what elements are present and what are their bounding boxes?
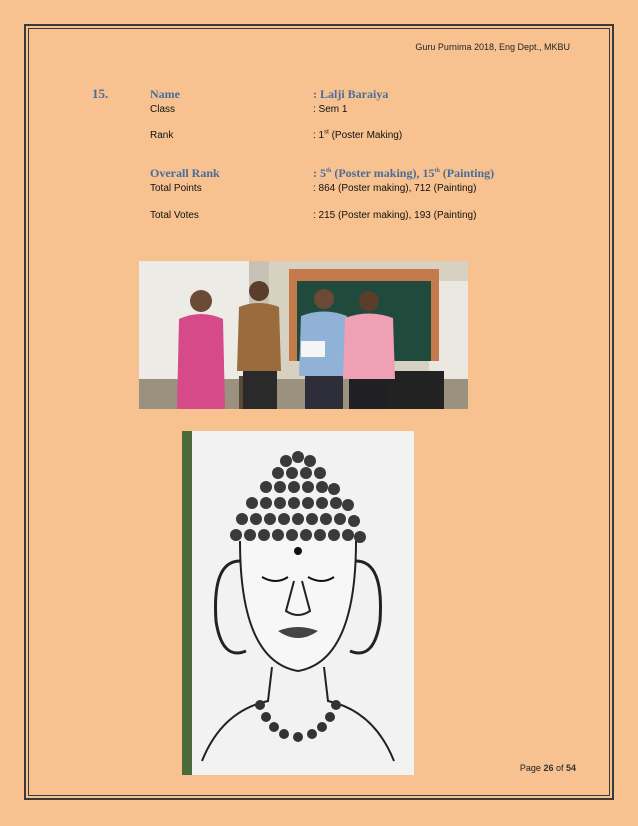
rank-value: : 1st (Poster Making) (313, 129, 403, 141)
overall-rank-label: Overall Rank (150, 166, 220, 180)
entry-number: 15. (92, 86, 109, 101)
total-points-label: Total Points (150, 183, 202, 194)
total-votes-label: Total Votes (150, 210, 199, 221)
page-header: Guru Purnima 2018, Eng Dept., MKBU (415, 42, 570, 52)
overall-rank-value: : 5th (Poster making), 15th (Painting) (313, 166, 495, 180)
total-points-value: : 864 (Poster making), 712 (Painting) (313, 183, 477, 194)
page-footer: Page 26 of 54 (519, 763, 576, 773)
class-value: : Sem 1 (313, 104, 348, 115)
name-value: : Lalji Baraiya (313, 87, 389, 101)
name-label: Name (150, 87, 180, 101)
class-label: Class (150, 104, 176, 115)
buddha-drawing (182, 431, 414, 775)
rank-label: Rank (150, 130, 174, 141)
total-votes-value: : 215 (Poster making), 193 (Painting) (313, 210, 477, 221)
group-photo (139, 261, 468, 409)
